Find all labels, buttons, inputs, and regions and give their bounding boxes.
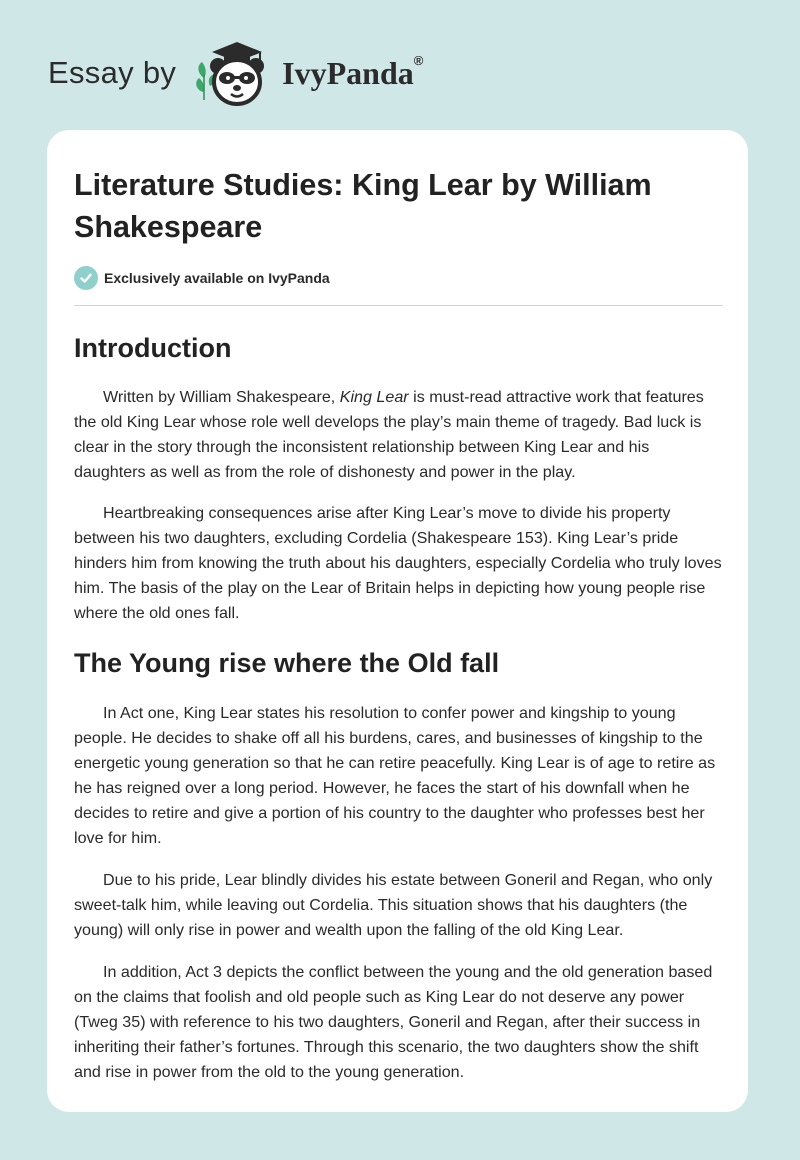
section-heading-young-rise: The Young rise where the Old fall: [74, 648, 500, 678]
site-header: [48, 36, 548, 110]
book-title: King Lear: [339, 388, 409, 406]
essay-card: [47, 130, 748, 1112]
paragraph: In Act one, King Lear states his resolution to confer power and kingship to young people. He decides to shake off all his burdens, cares, and businesses of kingship to the energetic young generation so that he can retire peacefully. King Lear is of age to retire as he has reigned over a long period. However, he faces the start of his downfall when he decides to retire and give a portion of his country to the daughter who professes best her love for him.: [74, 704, 716, 847]
paragraph: In addition, Act 3 depicts the conflict between the young and the old generation based on the claims that foolish and old people such as King Lear do not deserve any power (Tweg 35) with reference to his two daughters, Goneril and Regan, after their success in inheriting their father’s fortunes. Through this scenario, the two daughters show the shift and rise in power from the old to the young generation.: [74, 963, 713, 1081]
title-divider: [74, 305, 723, 306]
paragraph: Due to his pride, Lear blindly divides his estate between Goneril and Regan, who only sweet-talk him, while leaving out Cordelia. This situation shows that his daughters (the young) will only rise in power and wealth upon the falling of the old King Lear.: [74, 871, 713, 939]
brand-name[interactable]: [282, 52, 424, 92]
exclusive-badge-label: Exclusively available on IvyPanda: [104, 270, 330, 286]
registered-mark: ®: [413, 52, 424, 68]
check-icon: [74, 266, 98, 290]
paragraph: [74, 385, 724, 485]
section-heading-introduction: Introduction: [74, 333, 232, 363]
essay-title: Literature Studies: King Lear by William Shakespeare: [74, 168, 652, 244]
ivypanda-logo-icon[interactable]: [190, 36, 278, 110]
paragraph-text: is must-read attractive work that features the old King Lear whose role well develops the play’s main theme of tragedy. Bad luck is clear in the story through the inconsistent relationship between King Lear and his daughters as well as from the role of dishonesty and power in the play.: [74, 388, 704, 481]
paragraph: Heartbreaking consequences arise after King Lear’s move to divide his property between his two daughters, excluding Cordelia (Shakespeare 153). King Lear’s pride hinders him from knowing the truth about his daughters, especially Cordelia who truly loves him. The basis of the play on the Lear of Britain helps in depicting how young people rise where the old ones fall.: [74, 504, 722, 622]
brand-text: IvyPanda: [282, 54, 414, 91]
essay-content: [74, 164, 724, 1085]
essay-by-label: Essay by: [48, 55, 177, 90]
exclusive-badge: [74, 266, 724, 290]
paragraph-text: Written by William Shakespeare,: [103, 388, 340, 406]
